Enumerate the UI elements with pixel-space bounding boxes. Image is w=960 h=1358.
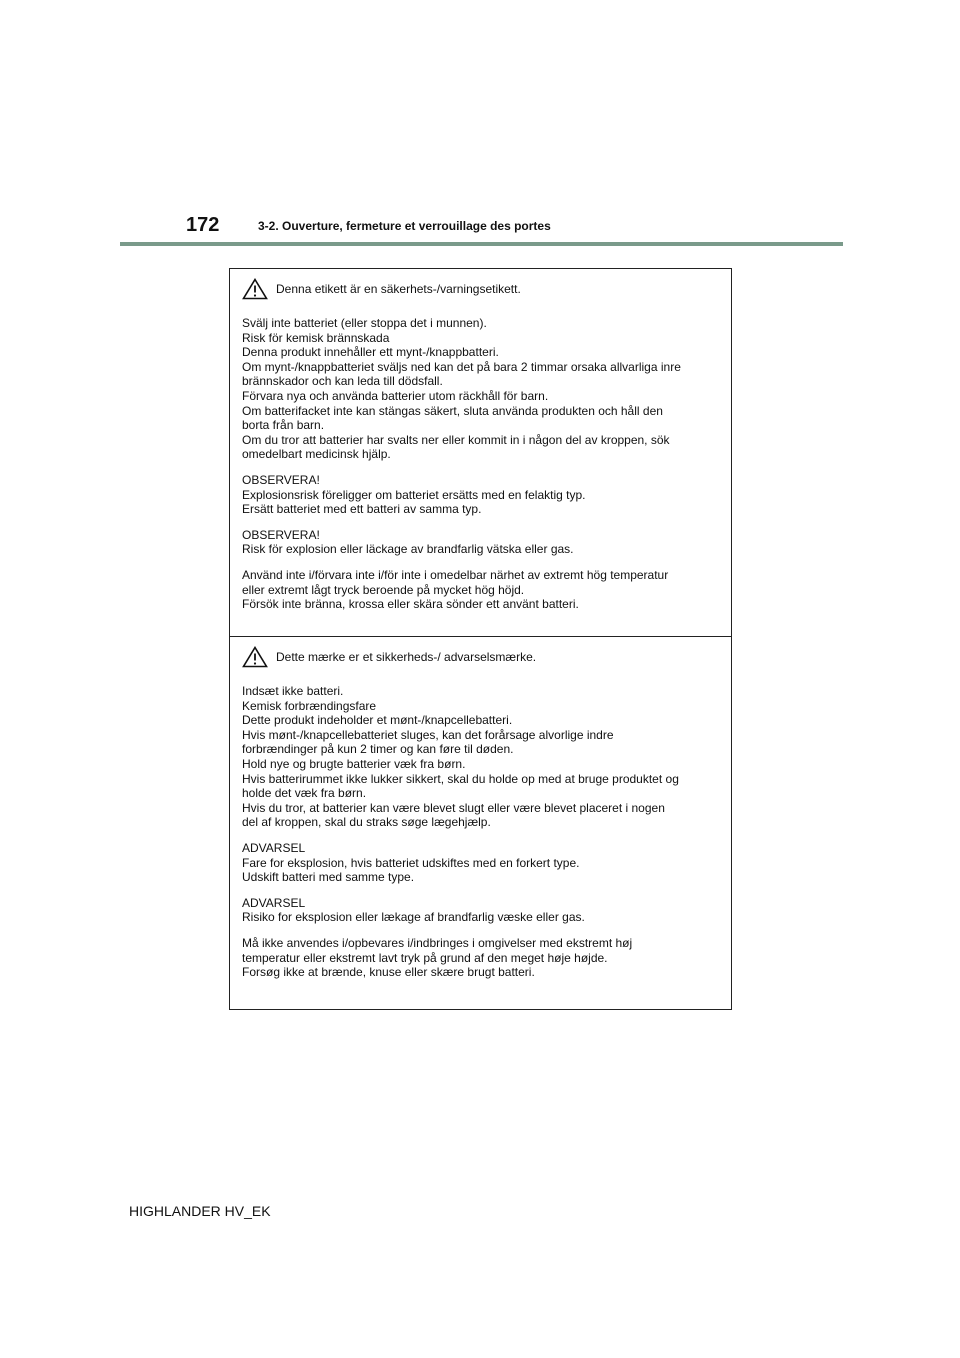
- text-line: Ersätt batteriet med ett batteri av samma typ.: [242, 502, 482, 517]
- text-line: Kemisk forbrændingsfare: [242, 698, 377, 713]
- text-line: Må ikke anvendes i/opbevares i/indbringes i omgivelser med ekstremt høj: [242, 935, 633, 950]
- warning-triangle-icon: [242, 278, 268, 300]
- text-line: Förvara nya och använda batterier utom räckhåll för barn.: [242, 388, 549, 403]
- text-line: Försök inte bränna, krossa eller skära sönder ett använt batteri.: [242, 597, 579, 612]
- text-line: OBSERVERA!: [242, 472, 320, 487]
- text-line: Om du tror att batterier har svalts ner eller kommit in i någon del av kroppen, sök: [242, 432, 670, 447]
- panel-title: Dette mærke er et sikkerheds-/ advarselsmærke.: [276, 650, 537, 664]
- text-line: temperatur eller ekstremt lavt tryk på grund af den meget høje højde.: [242, 950, 608, 965]
- battery-warning-label: [229, 268, 732, 1010]
- panel-header: [242, 641, 719, 673]
- text-line: Risiko for eksplosion eller lækage af brandfarlig væske eller gas.: [242, 910, 585, 925]
- label-panel-danish: [230, 636, 731, 1009]
- text-line: Svälj inte batteriet (eller stoppa det i munnen).: [242, 316, 487, 330]
- page-number: 172: [186, 214, 220, 236]
- label-paragraph: [242, 936, 719, 980]
- text-line: Om mynt-/knappbatteriet sväljs ned kan det på bara 2 timmar orsaka allvarliga inre: [242, 359, 681, 374]
- header-rule: [120, 242, 843, 246]
- warning-triangle-icon: [242, 646, 268, 668]
- text-line: Indsæt ikke batteri.: [242, 684, 344, 698]
- text-line: Risk för kemisk brännskada: [242, 330, 390, 345]
- label-paragraph: [242, 528, 719, 557]
- text-line: forbrændinger på kun 2 timer og kan føre til døden.: [242, 742, 514, 757]
- text-line: OBSERVERA!: [242, 527, 320, 542]
- panel-title: Denna etikett är en säkerhets-/varningsetikett.: [276, 282, 521, 296]
- text-line: Risk för explosion eller läckage av brandfarlig vätska eller gas.: [242, 542, 574, 557]
- label-paragraph: [242, 896, 719, 925]
- text-line: eller extremt lågt tryck beroende på mycket hög höjd.: [242, 582, 525, 597]
- text-line: brännskador och kan leda till dödsfall.: [242, 374, 443, 389]
- text-line: ADVARSEL: [242, 895, 306, 910]
- text-line: del af kroppen, skal du straks søge lægehjælp.: [242, 815, 491, 830]
- text-line: Fare for eksplosion, hvis batteriet udskiftes med en forkert type.: [242, 855, 580, 870]
- label-panel-swedish: [230, 269, 731, 636]
- text-line: Hvis du tror, at batterier kan være blevet slugt eller være blevet placeret i nogen: [242, 800, 665, 815]
- text-line: ADVARSEL: [242, 840, 306, 855]
- text-line: Udskift batteri med samme type.: [242, 870, 415, 885]
- footer-model: HIGHLANDER HV_EK: [129, 1203, 271, 1219]
- text-line: Om batterifacket inte kan stängas säkert, sluta använda produkten och håll den: [242, 403, 663, 418]
- label-paragraph: [242, 841, 719, 885]
- text-line: Denna produkt innehåller ett mynt-/knappbatteri.: [242, 345, 499, 360]
- panel-header: [242, 273, 719, 305]
- label-paragraph: [242, 316, 719, 462]
- text-line: holde det væk fra børn.: [242, 786, 367, 801]
- label-paragraph: [242, 684, 719, 830]
- label-paragraph: [242, 568, 719, 612]
- text-line: Hvis batterirummet ikke lukker sikkert, skal du holde op med at bruge produktet og: [242, 771, 679, 786]
- label-paragraph: [242, 473, 719, 517]
- section-title: 3-2. Ouverture, fermeture et verrouillage des portes: [258, 219, 551, 233]
- text-line: omedelbart medicinsk hjälp.: [242, 447, 391, 462]
- text-line: Använd inte i/förvara inte i/för inte i omedelbar närhet av extremt hög temperatur: [242, 567, 669, 582]
- text-line: Forsøg ikke at brænde, knuse eller skære brugt batteri.: [242, 965, 535, 980]
- text-line: borta från barn.: [242, 418, 325, 433]
- text-line: Hold nye og brugte batterier væk fra børn.: [242, 756, 466, 771]
- text-line: Dette produkt indeholder et mønt-/knapcellebatteri.: [242, 713, 513, 728]
- text-line: Hvis mønt-/knapcellebatteriet sluges, kan det forårsage alvorlige indre: [242, 727, 614, 742]
- text-line: Explosionsrisk föreligger om batteriet ersätts med en felaktig typ.: [242, 487, 586, 502]
